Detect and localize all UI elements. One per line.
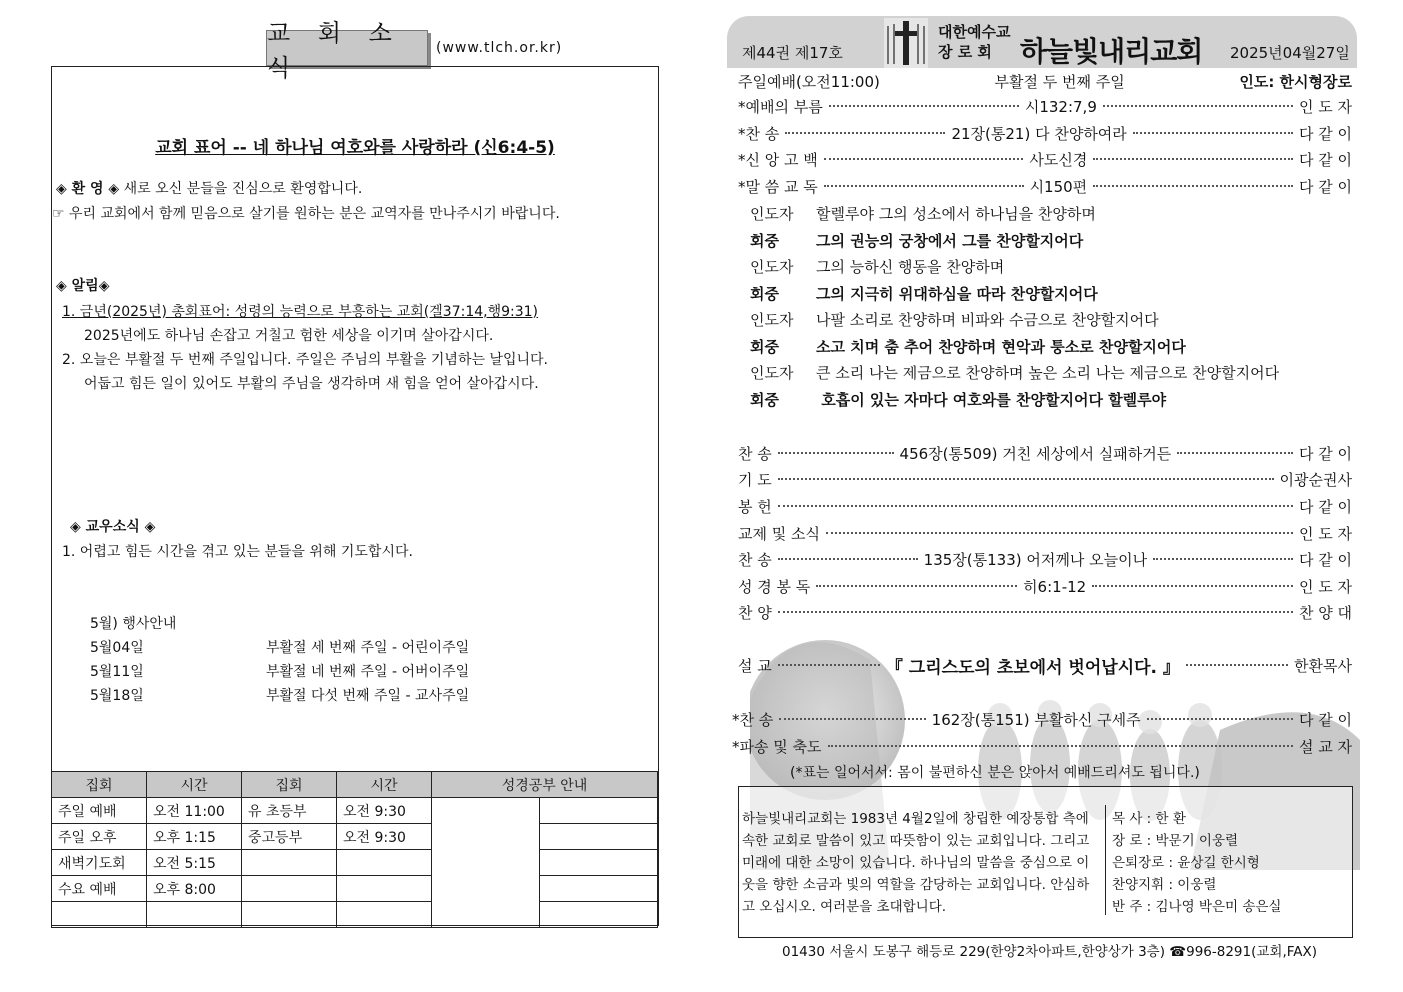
order-person: 다 같 이: [1298, 444, 1352, 463]
reading-text: 큰 소리 나는 제금으로 찬양하며 높은 소리 나는 제금으로 찬양할지어다: [816, 364, 1280, 382]
order-label: *신 앙 고 백: [738, 150, 818, 169]
staff-choir-director: 찬양지휘 : 이웅렬: [1112, 877, 1217, 893]
order-label: 기 도: [738, 470, 772, 489]
responsive-line: [750, 203, 1096, 224]
responsive-line: [750, 336, 1186, 357]
service-title-line: [738, 70, 1352, 92]
staff-retired-elders: 은퇴장로 : 윤상길 한시형: [1112, 855, 1260, 871]
event-desc: 부활절 세 번째 주일 - 어린이주일: [266, 640, 470, 656]
table-cell: [337, 902, 432, 928]
table-cell: 중고등부: [242, 824, 337, 850]
order-content: 히6:1-12: [1023, 577, 1087, 596]
order-person: 인 도 자: [1299, 97, 1353, 116]
reading-text: 할렐루야 그의 성소에서 하나님을 찬양하며: [816, 205, 1096, 223]
sermon-line: [738, 654, 1352, 676]
reader-role: 회중: [750, 338, 779, 356]
order-content: 162장(통151) 부활하신 구세주: [931, 710, 1141, 729]
order-content: 135장(통133) 어저께나 오늘이나: [923, 550, 1148, 569]
denomination-line-2: 장 로 회: [938, 43, 992, 61]
reader-role: 인도자: [750, 205, 794, 223]
table-header-row: [52, 772, 658, 798]
order-content: 시132:7,9: [1024, 97, 1097, 116]
service-title: 주일예배(오전11:00): [738, 72, 880, 91]
table-header: 집회: [242, 772, 337, 798]
members-item-1: 1. 어렵고 힘든 시간을 겪고 있는 분들을 위해 기도합시다.: [62, 544, 413, 560]
sermon-title: 『 그리스도의 초보에서 벗어납시다. 』: [885, 657, 1180, 678]
left-page-title: 교 회 소 식: [266, 30, 428, 66]
table-header: 집회: [52, 772, 147, 798]
responsive-line: [750, 283, 1098, 304]
order-label: *파송 및 축도: [732, 737, 822, 756]
event-desc: 부활절 네 번째 주일 - 어버이주일: [266, 664, 470, 680]
reader-role: 회중: [750, 232, 779, 250]
table-header: 시간: [147, 772, 242, 798]
service-leader: 인도: 한시형장로: [1239, 72, 1353, 91]
reading-text: 그의 능하신 행동을 찬양하며: [816, 258, 1005, 276]
table-header: 성경공부 안내: [432, 772, 658, 798]
table-cell: [432, 798, 540, 928]
table-cell: [540, 824, 658, 850]
order-label: 성 경 봉 독: [738, 577, 811, 596]
table-cell: 유 초등부: [242, 798, 337, 824]
responsive-line: [750, 256, 1004, 277]
table-cell: [242, 850, 337, 876]
reader-role: 인도자: [750, 311, 794, 329]
order-person: 인 도 자: [1298, 524, 1352, 543]
church-url: (www.tlch.or.kr): [436, 40, 563, 56]
bulletin-date: 2025년04월27일: [1230, 44, 1350, 62]
notice-item-2b: 어둡고 힘든 일이 있어도 부활의 주님을 생각하며 새 힘을 얻어 살아갑시다.: [84, 376, 539, 392]
order-person: 다 같 이: [1298, 710, 1352, 729]
church-motto: 교회 표어 -- 네 하나님 여호와를 사랑하라 (신6:4-5): [155, 138, 555, 158]
order-item: [738, 522, 1352, 544]
table-cell: 오후 1:15: [147, 824, 242, 850]
order-item: [738, 175, 1352, 197]
order-person: 이광순권사: [1279, 470, 1352, 489]
notice-item-1: 1. 금년(2025년) 총회표어: 성령의 능력으로 부흥하는 교회(겔37:14,행9:31): [62, 304, 539, 320]
table-row: [52, 850, 658, 876]
table-cell: [242, 876, 337, 902]
order-person: 찬 양 대: [1298, 603, 1352, 622]
order-content: 사도신경: [1029, 150, 1088, 169]
table-row: [52, 876, 658, 902]
responsive-line: [750, 230, 1083, 251]
table-row: [52, 798, 658, 824]
staff-elders: 장 로 : 박문기 이웅렬: [1112, 833, 1239, 849]
event-date: 5월11일: [90, 664, 144, 680]
order-item: [738, 468, 1352, 490]
responsive-line: [750, 309, 1159, 330]
reading-text: 나팔 소리로 찬양하며 비파와 수금으로 찬양할지어다: [816, 311, 1159, 329]
table-cell: [540, 798, 658, 824]
welcome-heading: ◈ 환 영 ◈: [56, 181, 120, 197]
members-heading: ◈ 교우소식 ◈: [70, 519, 156, 535]
order-label: 찬 송: [738, 550, 772, 569]
order-item: [738, 95, 1352, 117]
church-address: 01430 서울시 도봉구 해등로 229(한양2차아파트,한양상가 3층) ☎996-8291(교회,FAX): [782, 944, 1318, 960]
table-cell: 새벽기도회: [52, 850, 147, 876]
reader-role: 회중: [750, 391, 779, 409]
order-person: 설 교 자: [1298, 737, 1352, 756]
responsive-line: [750, 389, 1166, 410]
responsive-line: [750, 362, 1279, 383]
reading-text: 소고 치며 춤 추어 찬양하며 현악과 퉁소로 찬양할지어다: [816, 338, 1186, 356]
order-content: 시150편: [1029, 177, 1088, 196]
church-name: 하늘빛내리교회: [1020, 35, 1203, 68]
order-person: 다 같 이: [1299, 124, 1353, 143]
table-cell: 주일 오후: [52, 824, 147, 850]
order-item: [732, 708, 1352, 730]
reading-text: 그의 권능의 궁창에서 그를 찬양할지어다: [816, 232, 1084, 250]
order-label: *예배의 부름: [738, 97, 823, 116]
order-person: 인 도 자: [1299, 577, 1353, 596]
order-item: [738, 548, 1352, 570]
table-cell: 주일 예배: [52, 798, 147, 824]
order-label: 봉 헌: [738, 497, 772, 516]
event-date: 5월18일: [90, 688, 144, 704]
order-label: *말 씀 교 독: [738, 177, 818, 196]
cross-logo-icon: [884, 18, 928, 68]
table-cell: 오전 9:30: [337, 824, 432, 850]
event-desc: 부활절 다섯 번째 주일 - 교사주일: [266, 688, 470, 704]
order-item: [732, 735, 1352, 757]
order-person: 다 같 이: [1299, 550, 1353, 569]
table-cell: [337, 850, 432, 876]
table-row: [52, 824, 658, 850]
order-item: [738, 122, 1352, 144]
order-item: [738, 575, 1352, 597]
order-label: *찬 송: [738, 124, 780, 143]
order-item: [738, 495, 1352, 517]
denomination: [938, 22, 1010, 62]
table-cell: [337, 876, 432, 902]
table-cell: 오전 9:30: [337, 798, 432, 824]
notice-item-1b: 2025년에도 하나님 손잡고 거칠고 험한 세상을 이기며 살아갑시다.: [84, 328, 494, 344]
order-person: 다 같 이: [1298, 497, 1352, 516]
staff-list: [1112, 808, 1281, 918]
table-cell: [540, 876, 658, 902]
liturgical-sunday: 부활절 두 번째 주일: [994, 72, 1125, 91]
order-content: 21장(통21) 다 찬양하여라: [951, 124, 1127, 143]
order-label: 교제 및 소식: [738, 524, 820, 543]
staff-accompanists: 반 주 : 김나영 박은미 송은실: [1112, 899, 1282, 915]
order-label: 찬 양: [738, 603, 772, 622]
table-header: 시간: [337, 772, 432, 798]
events-heading: 5월) 행사안내: [90, 616, 177, 632]
order-item: [738, 601, 1352, 623]
denomination-line-1: 대한예수교: [938, 23, 1011, 41]
reading-text: 그의 지극히 위대하심을 따라 찬양할지어다: [816, 285, 1098, 303]
table-cell: 오후 8:00: [147, 876, 242, 902]
table-cell: [52, 902, 147, 928]
welcome-text: 새로 오신 분들을 진심으로 환영합니다.: [123, 181, 363, 197]
order-person: 다 같 이: [1298, 150, 1352, 169]
table-cell: 수요 예배: [52, 876, 147, 902]
church-introduction: 하늘빛내리교회는 1983년 4월2일에 창립한 예장통합 측에 속한 교회로 말씀이 있고 따뜻함이 있는 교회입니다. 그리고 미래에 대한 소망이 있습니다. 하나님의 말씀을 중심으로 이웃을 향한 소금과 빛의 역할을 감당하는 교회입니다. 안심하고 오십시오. 여러분을 초대합니다.: [742, 811, 1090, 915]
table-cell: [242, 902, 337, 928]
order-person: 다 같 이: [1298, 177, 1352, 196]
order-content: 456장(통509) 거친 세상에서 실패하거든: [899, 444, 1172, 463]
event-date: 5월04일: [90, 640, 144, 656]
table-cell: 오전 5:15: [147, 850, 242, 876]
order-label: 찬 송: [738, 444, 772, 463]
standing-note: (*표는 일어서서: 몸이 불편하신 분은 앉아서 예배드리셔도 됩니다.): [790, 765, 1200, 781]
order-label: *찬 송: [732, 710, 774, 729]
order-person: 한환목사: [1294, 656, 1353, 675]
info-divider: [1105, 805, 1106, 915]
meeting-schedule-table: [51, 771, 658, 928]
staff-pastor: 목 사 : 한 환: [1112, 811, 1186, 827]
welcome-line: [56, 178, 362, 198]
table-row: [52, 902, 658, 928]
reader-role: 인도자: [750, 258, 794, 276]
notice-item-2: 2. 오늘은 부활절 두 번째 주일입니다. 주일은 주님의 부활을 기념하는 날입니다.: [62, 352, 549, 368]
volume-number: 제44권 제17호: [742, 44, 843, 62]
table-cell: [147, 902, 242, 928]
notice-heading: ◈ 알림◈: [56, 278, 110, 294]
order-item: [738, 442, 1352, 464]
order-item: [738, 148, 1352, 170]
order-label: 설 교: [738, 656, 772, 675]
reading-text: 호흡이 있는 자마다 여호와를 찬양할지어다 할렐루야: [816, 391, 1167, 409]
reader-role: 인도자: [750, 364, 794, 382]
table-cell: 오전 11:00: [147, 798, 242, 824]
table-cell: [540, 850, 658, 876]
welcome-invite: ☞ 우리 교회에서 함께 믿음으로 살기를 원하는 분은 교역자를 만나주시기 바랍니다.: [52, 206, 560, 222]
reader-role: 회중: [750, 285, 779, 303]
table-cell: [540, 902, 658, 928]
